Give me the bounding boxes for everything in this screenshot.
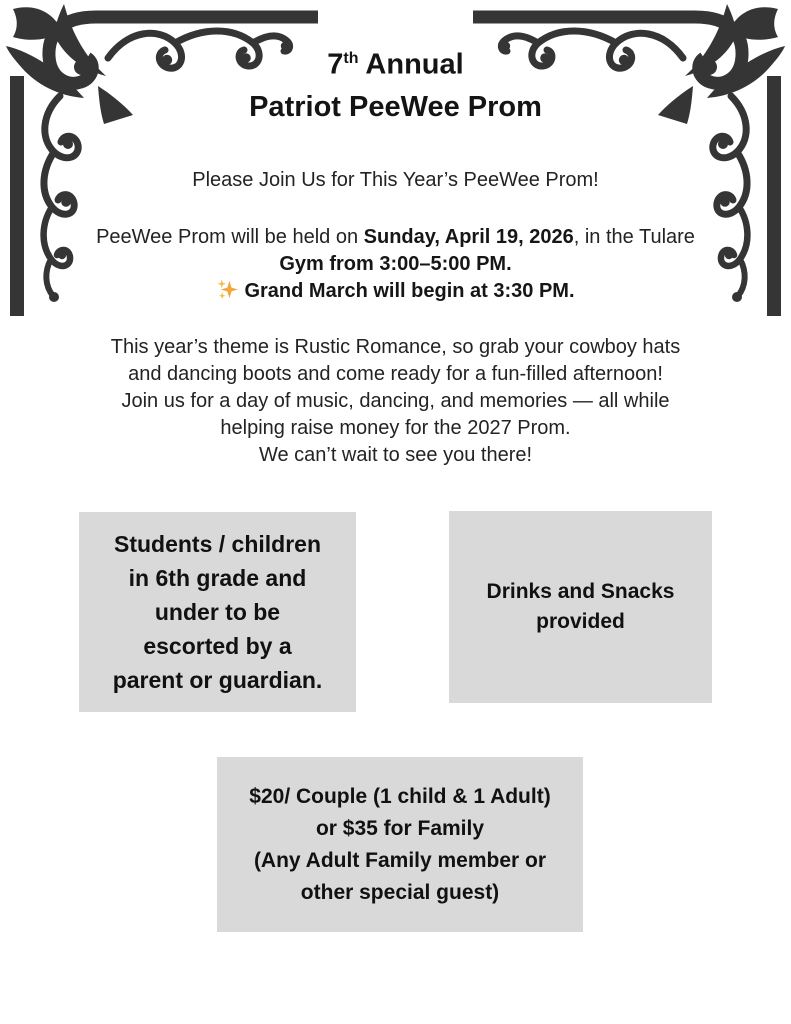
title-line-2: Patriot PeeWee Prom [249, 90, 542, 123]
box-text-line: Drinks and Snacks [486, 580, 675, 603]
grand-march-text: Grand March will begin at 3:30 PM. [244, 280, 575, 302]
grand-march-line [0, 278, 791, 305]
theme-line: helping raise money for the 2027 Prom. [220, 417, 571, 439]
box-text-line: provided [536, 610, 625, 633]
title-ordinal-suffix: th [343, 50, 359, 67]
snacks-info-box [449, 511, 712, 703]
event-line-1-pre: PeeWee Prom will be held on [96, 226, 364, 248]
theme-line: This year’s theme is Rustic Romance, so grab your cowboy hats [110, 336, 681, 358]
event-line-1 [0, 224, 791, 251]
box-text-line: (Any Adult Family member or [253, 848, 547, 872]
sparkles-icon [216, 278, 239, 301]
event-line-1-post: , in the Tulare [573, 226, 695, 248]
box-text-line: other special guest) [300, 880, 500, 904]
page-title [0, 40, 791, 126]
title-line-1 [0, 40, 791, 84]
event-line-2 [0, 251, 791, 278]
escort-info-box [79, 512, 356, 712]
theme-line: and dancing boots and come ready for a fun-filled afternoon! [128, 363, 663, 385]
box-text-line: Students / children [113, 531, 322, 557]
title-number: 7 [327, 48, 344, 81]
pricing-info-box [217, 757, 583, 932]
title-line-1-rest: Annual [358, 48, 464, 81]
intro-text: Please Join Us for This Year’s PeeWee Prom! [192, 169, 599, 191]
box-text-line: or $35 for Family [315, 816, 485, 840]
box-text-line: escorted by a [143, 633, 292, 659]
event-time: Gym from 3:00–5:00 PM. [279, 253, 512, 275]
theme-line: Join us for a day of music, dancing, and memories — all while [121, 390, 670, 412]
theme-line: We can’t wait to see you there! [258, 444, 533, 466]
event-date: Sunday, April 19, 2026 [363, 226, 574, 248]
theme-paragraph [0, 334, 791, 469]
event-details [0, 224, 791, 305]
box-text-line: under to be [154, 599, 281, 625]
box-text-line: $20/ Couple (1 child & 1 Adult) [249, 784, 551, 808]
box-text-line: in 6th grade and [128, 565, 307, 591]
box-text-line: parent or guardian. [112, 667, 323, 693]
